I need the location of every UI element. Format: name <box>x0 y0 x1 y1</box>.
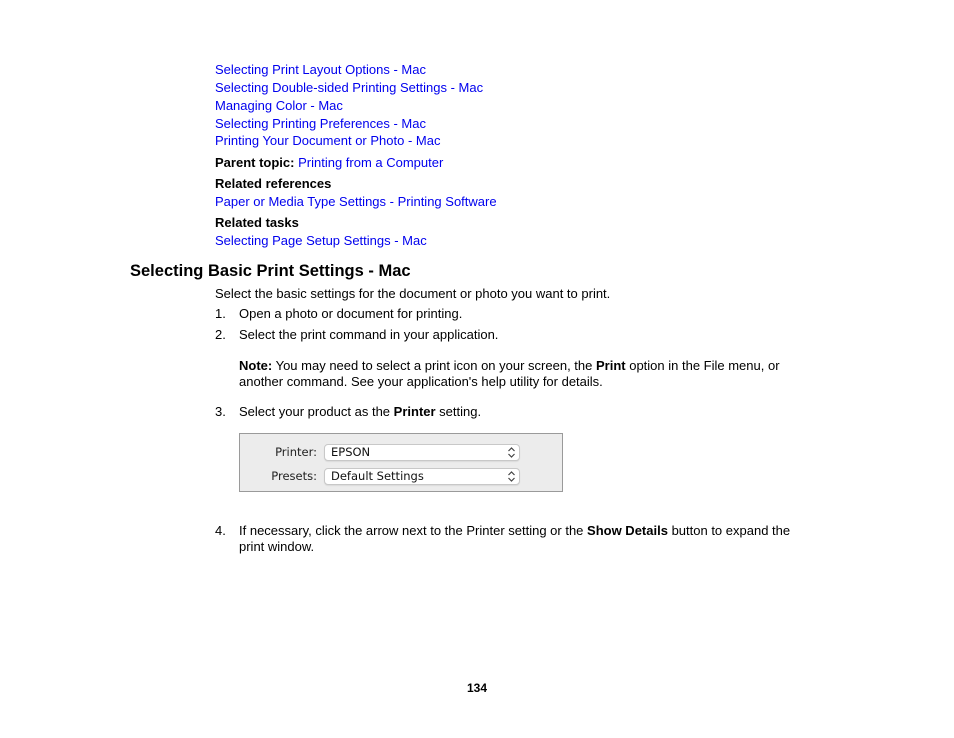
step-3-text-pre: Select your product as the <box>239 404 394 419</box>
step-3-text-post: setting. <box>435 404 482 419</box>
note-label: Note: <box>239 358 273 373</box>
step-3-text <box>239 404 481 420</box>
link-printing-document-photo[interactable]: Printing Your Document or Photo - Mac <box>215 133 441 148</box>
link-printing-from-computer[interactable]: Printing from a Computer <box>298 155 444 170</box>
step-3-number: 3. <box>215 404 226 419</box>
print-dialog-screenshot <box>239 433 563 492</box>
step-4-text-post: button to expand the print window. <box>239 523 791 554</box>
step-4-text-bold: Show Details <box>587 523 668 538</box>
up-down-chevron-icon <box>507 446 516 459</box>
link-page-setup-settings[interactable]: Selecting Page Setup Settings - Mac <box>215 233 427 248</box>
note-paragraph <box>239 358 799 390</box>
printer-label: Printer: <box>275 445 317 459</box>
section-title: Selecting Basic Print Settings - Mac <box>130 262 411 280</box>
note-print-bold: Print <box>595 358 626 373</box>
step-1-number: 1. <box>215 306 226 321</box>
step-2-text: Select the print command in your application. <box>239 327 499 342</box>
step-2-number: 2. <box>215 327 226 342</box>
parent-topic-label: Parent topic: <box>215 155 295 170</box>
presets-label: Presets: <box>271 469 317 483</box>
link-print-layout-options[interactable]: Selecting Print Layout Options - Mac <box>215 62 426 77</box>
note-text-2: option in the File menu, or another command. See your application's help utility for details. <box>239 358 780 389</box>
section-intro: Select the basic settings for the document or photo you want to print. <box>215 286 611 301</box>
presets-select-value: Default Settings <box>331 469 424 483</box>
related-references-heading: Related references <box>215 176 332 191</box>
up-down-chevron-icon <box>507 470 516 483</box>
page-number: 134 <box>466 681 488 695</box>
note-text-1: You may need to select a print icon on your screen, the <box>272 358 596 373</box>
printer-select-value: EPSON <box>331 445 371 459</box>
step-3-text-bold: Printer <box>393 404 436 419</box>
step-4-text-pre: If necessary, click the arrow next to the Printer setting or the <box>239 523 588 538</box>
related-tasks-heading: Related tasks <box>215 215 299 230</box>
presets-select[interactable] <box>324 468 520 485</box>
printer-select[interactable] <box>324 444 520 461</box>
parent-topic-row <box>215 154 443 171</box>
link-paper-media-type-settings[interactable]: Paper or Media Type Settings - Printing Software <box>215 194 497 209</box>
link-managing-color[interactable]: Managing Color - Mac <box>215 98 343 113</box>
step-4-text <box>239 523 809 555</box>
link-double-sided-printing[interactable]: Selecting Double-sided Printing Settings - Mac <box>215 80 484 95</box>
link-printing-preferences[interactable]: Selecting Printing Preferences - Mac <box>215 116 426 131</box>
step-1-text: Open a photo or document for printing. <box>239 306 463 321</box>
step-4-number: 4. <box>215 523 226 538</box>
